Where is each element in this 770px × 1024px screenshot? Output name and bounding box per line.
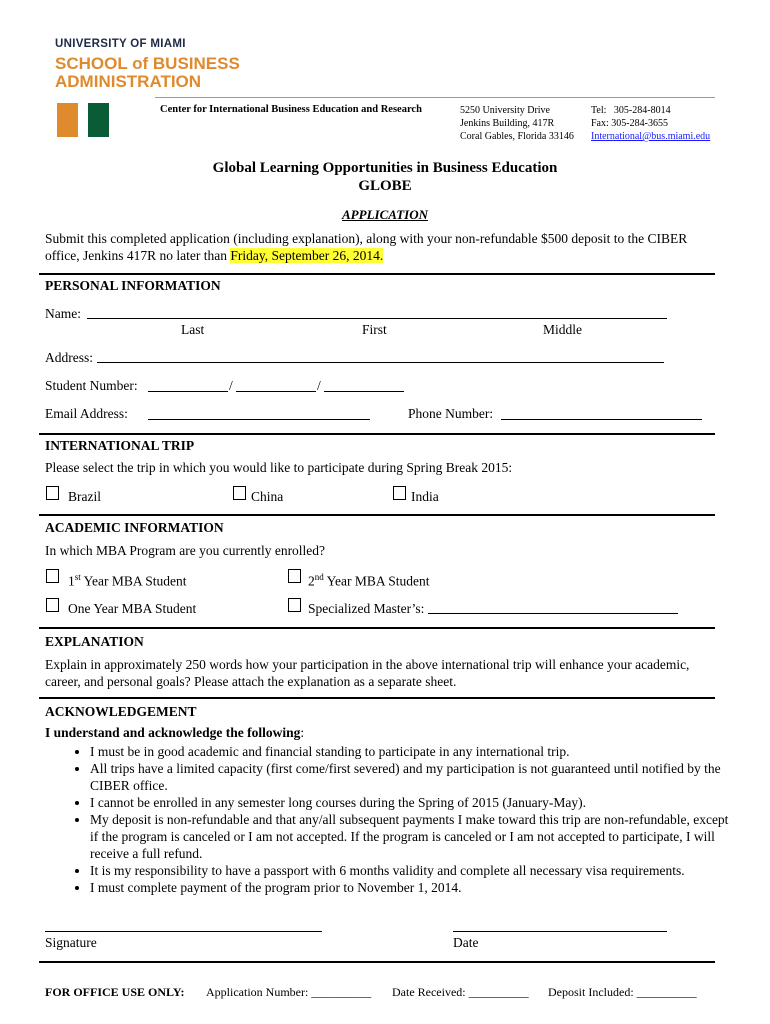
second-year-number: 2 <box>308 573 315 589</box>
fax: Fax: 305-284-3655 <box>591 118 668 129</box>
intro-line-1: Submit this completed application (including explanation), along with your non-refundable $500 deposit to the CIBER <box>45 231 688 246</box>
email-link[interactable]: International@bus.miami.edu <box>591 131 711 142</box>
one-year-label: One Year MBA Student <box>68 601 197 616</box>
student-number-field-3[interactable] <box>324 391 404 392</box>
second-year-checkbox[interactable] <box>288 569 301 583</box>
section-rule <box>39 273 715 275</box>
signature-field[interactable] <box>45 931 322 932</box>
last-name-caption: Last <box>181 322 205 337</box>
section-rule <box>39 433 715 435</box>
acknowledgement-colon: : <box>300 725 305 740</box>
form-subtitle: GLOBE <box>358 178 412 194</box>
student-number-field-2[interactable] <box>236 391 316 392</box>
address-line-1: 5250 University Drive <box>460 105 550 116</box>
first-name-caption: First <box>362 322 387 337</box>
form-title: Global Learning Opportunities in Business Education <box>212 160 558 176</box>
university-name: UNIVERSITY OF MIAMI <box>55 38 186 50</box>
academic-prompt: In which MBA Program are you currently enrolled? <box>45 543 326 558</box>
address-line-2: Jenkins Building, 417R <box>460 118 555 129</box>
address-label: Address: <box>45 350 93 365</box>
academic-info-heading: ACADEMIC INFORMATION <box>45 520 224 535</box>
explanation-line-1: Explain in approximately 250 words how your participation in the above international trip will enhance your academic, <box>45 657 690 672</box>
application-number-field: Application Number: __________ <box>206 985 372 999</box>
acknowledgement-intro-text: I understand and acknowledge the following <box>45 725 301 740</box>
china-checkbox[interactable] <box>233 486 246 500</box>
school-name-line2: ADMINISTRATION <box>55 72 202 91</box>
application-label: APPLICATION <box>342 207 428 222</box>
telephone: Tel: 305-284-8014 <box>591 105 671 116</box>
center-address <box>460 104 574 143</box>
deposit-included-field: Deposit Included: __________ <box>548 985 697 999</box>
acknowledgement-intro <box>45 725 304 741</box>
india-checkbox[interactable] <box>393 486 406 500</box>
date-received-field: Date Received: __________ <box>392 985 529 999</box>
second-year-label <box>308 572 430 590</box>
trip-prompt: Please select the trip in which you would like to participate during Spring Break 2015: <box>45 460 513 475</box>
phone-label: Phone Number: <box>408 406 494 421</box>
second-year-suffix: nd <box>314 572 324 582</box>
acknowledgement-list <box>62 743 740 896</box>
intro-paragraph <box>45 230 745 264</box>
acknowledgement-item: • I must complete payment of the program prior to November 1, 2014. <box>90 879 740 896</box>
name-field[interactable] <box>87 318 667 319</box>
header-divider <box>155 97 715 98</box>
acknowledgement-item: • It is my responsibility to have a passport with 6 months validity and complete all necessary visa requirements. <box>90 862 740 879</box>
date-label: Date <box>453 935 479 950</box>
student-number-slash-2: / <box>317 378 321 393</box>
explanation-line-2: career, and personal goals? Please attach the explanation as a separate sheet. <box>45 674 457 689</box>
address-line-3: Coral Gables, Florida 33146 <box>460 131 574 142</box>
email-field[interactable] <box>148 419 370 420</box>
second-year-text: Year MBA Student <box>323 573 430 589</box>
acknowledgement-item: • I must be in good academic and financial standing to participate in any international trip. <box>90 743 740 760</box>
address-field[interactable] <box>97 362 664 363</box>
university-u-logo <box>57 103 109 137</box>
email-label: Email Address: <box>45 406 128 421</box>
section-rule <box>39 514 715 516</box>
personal-info-heading: PERSONAL INFORMATION <box>45 278 221 293</box>
deadline-highlight: Friday, September 26, 2014. <box>230 248 384 263</box>
acknowledgement-item: • I cannot be enrolled in any semester long courses during the Spring of 2015 (January-May). <box>90 794 740 811</box>
student-number-slash-1: / <box>229 378 233 393</box>
india-label: India <box>411 489 439 504</box>
brazil-checkbox[interactable] <box>46 486 59 500</box>
middle-name-caption: Middle <box>543 322 582 337</box>
first-year-text: Year MBA Student <box>80 573 187 589</box>
school-name <box>55 55 240 91</box>
specialized-masters-label: Specialized Master’s: <box>308 601 425 616</box>
section-rule <box>39 961 715 963</box>
center-contact <box>591 104 710 143</box>
student-number-label: Student Number: <box>45 378 138 393</box>
section-rule <box>39 697 715 699</box>
acknowledgement-item: • All trips have a limited capacity (first come/first severed) and my participation is not guaranteed until notified by the CIBER office. <box>90 760 740 794</box>
first-year-suffix: st <box>74 572 81 582</box>
acknowledgement-heading: ACKNOWLEDGEMENT <box>45 704 197 719</box>
intro-line-2-text: office, Jenkins 417R no later than <box>45 248 231 263</box>
name-label: Name: <box>45 306 81 321</box>
student-number-field-1[interactable] <box>148 391 228 392</box>
explanation-text <box>45 656 745 690</box>
one-year-checkbox[interactable] <box>46 598 59 612</box>
intro-line-2 <box>45 247 745 264</box>
brazil-label: Brazil <box>68 489 101 504</box>
center-name: Center for International Business Education and Research <box>160 104 422 115</box>
explanation-heading: EXPLANATION <box>45 634 144 649</box>
phone-field[interactable] <box>501 419 702 420</box>
international-trip-heading: INTERNATIONAL TRIP <box>45 438 195 453</box>
school-name-line1: SCHOOL of BUSINESS <box>55 54 240 73</box>
first-year-number: 1 <box>68 573 75 589</box>
specialized-masters-field[interactable] <box>428 613 678 614</box>
date-field[interactable] <box>453 931 667 932</box>
first-year-label <box>68 572 187 590</box>
first-year-checkbox[interactable] <box>46 569 59 583</box>
office-use-label: FOR OFFICE USE ONLY: <box>45 985 185 999</box>
signature-label: Signature <box>45 935 97 950</box>
section-rule <box>39 627 715 629</box>
specialized-masters-checkbox[interactable] <box>288 598 301 612</box>
acknowledgement-item: • My deposit is non-refundable and that any/all subsequent payments I make toward this trip are non-refundable, except if the program is canceled or I am not accepted. If the program is canceled or I am not accepted to participate, I will receive a full refund. <box>90 811 740 862</box>
china-label: China <box>251 489 284 504</box>
